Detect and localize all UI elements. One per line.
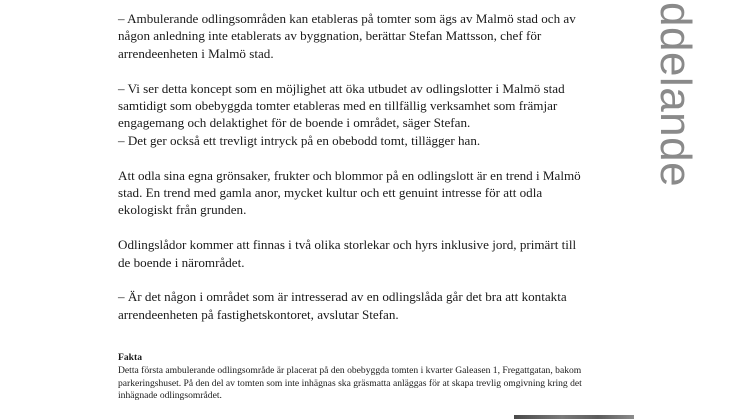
vertical-word-text: ddelande: [651, 2, 700, 188]
article-paragraph: Odlingslådor kommer att finnas i två olika storlekar och hyrs inklusive jord, primärt till de boende i närområdet.: [118, 237, 577, 270]
article-paragraph: – Vi ser detta koncept som en möjlighet att öka utbudet av odlingslotter i Malmö stad samtidigt som obebyggda tomter etableras med en tillfällig verksamhet som främjar engagemang och delaktighet för de boende i området, säger Stefan.: [118, 80, 565, 131]
article-body: [118, 10, 588, 341]
facts-box: [118, 352, 598, 403]
facts-text: Detta första ambulerande odlingsområde är placerat på den obebyggda tomten i kvarter Galeasen 1, Fregattgatan, bakom parkeringshuset. På den del av tomten som inte inhägnas ska gräsmatta anläggas för at skapa trevlig omgivning kring det inhägnade odlingsområdet.: [118, 364, 582, 402]
article-paragraph: – Ambulerande odlingsområden kan etableras på tomter som ägs av Malmö stad och av någon anledning inte etablerats av byggnation, berättar Stefan Mattsson, chef för arrendeenheten i Malmö stad.: [118, 11, 576, 61]
article-paragraph: Att odla sina egna grönsaker, frukter och blommor på en odlingslott är en trend i Malmö stad. En trend med gamla anor, mycket kultur och ett genuint intresse för att odla ekologiskt från grunden.: [118, 167, 581, 218]
article-paragraph: – Är det någon i området som är intresserad av en odlingslåda går det bra att kontakta arrendeenheten på fastighetskontoret, avslutar Stefan.: [118, 289, 567, 322]
article-paragraph: – Det ger också ett trevligt intryck på en obebodd tomt, tillägger han.: [118, 132, 481, 148]
facts-heading: Fakta: [118, 352, 142, 363]
vertical-section-label: [645, 2, 705, 232]
photo-edge: [514, 415, 634, 419]
